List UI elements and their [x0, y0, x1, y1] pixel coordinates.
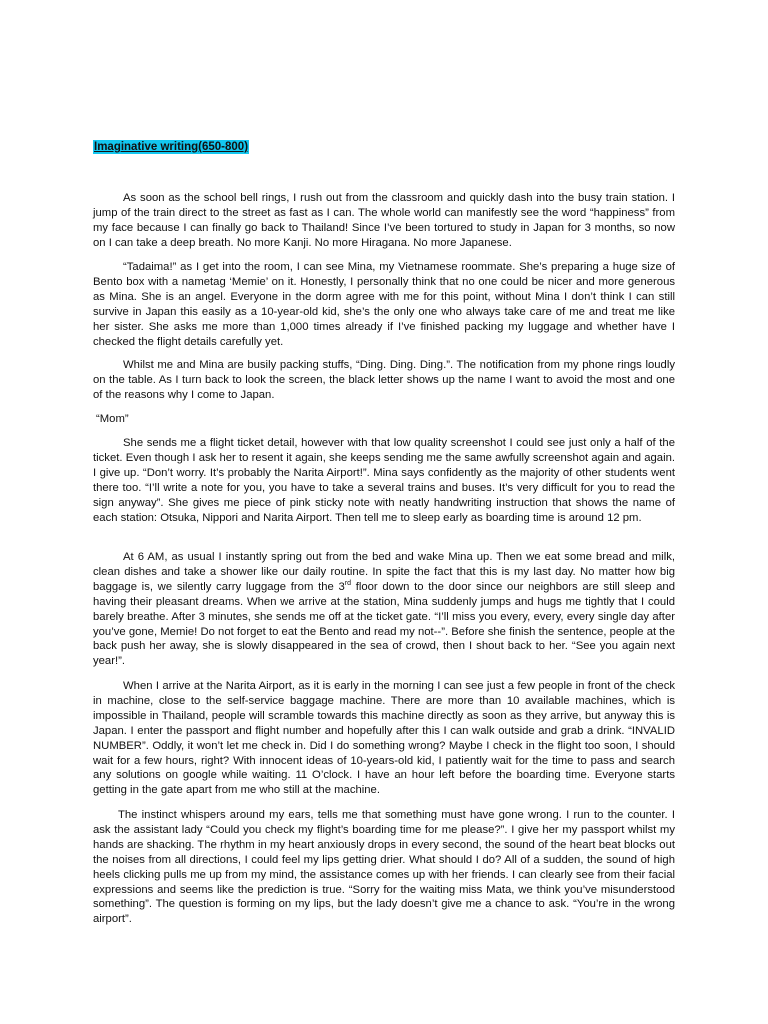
paragraph-6: At 6 AM, as usual I instantly spring out from the bed and wake Mina up. Then we eat some bread and milk, clean dishes and take a shower like our daily routine. In spite the fact that this is my last day. No matter how big baggage is, we silently carry luggage from the 3rd floor down to the door since our neighbors are still sleep and having their pleasant dreams. When we arrive at the station, Mina suddenly jumps and hugs me tightly that I could barely breathe. After 3 minutes, she sends me off at the ticket gate. “I’ll miss you every, every, every single day after you’ve gone, Memie! Do not forget to eat the Bento and read my not--”. Before she finish the sentence, people at the back push her away, she is slowly disappeared in the sea of crowd, then I shout back to her. “See you again next year!”. — [93, 551, 676, 668]
paragraph-3: Whilst me and Mina are busily packing stuffs, “Ding. Ding. Ding.”. The notification from my phone rings loudly on the table. As I turn back to look the screen, the black letter shows up the name I want to avoid the most and one of the reasons why I come to Japan. — [93, 359, 675, 401]
paragraph-8: The instinct whispers around my ears, tells me that something must have gone wrong. I run to the counter. I ask the assistant lady “Could you check my flight’s boarding time for me please?”. I give her my passport whilst my hands are shacking. The rhythm in my heart anxiously drops in every second, the sound of the heart beat blocks out the noises from all directions, I could feel my lips getting drier. What should I do? All of a sudden, the sound of high heels clicking pulls me up from my mind, the assistance comes up with her friends. I can clearly see from their facial expressions and seems like the prediction is true. “Sorry for the waiting miss Mata, we think you’ve misunderstood something”. The question is forming on my lips, but the lady doesn’t give me a chance to ask. “You’re in the wrong airport”. — [93, 809, 675, 926]
paragraph-1: As soon as the school bell rings, I rush out from the classroom and quickly dash into the busy train station. I jump of the train direct to the street as fast as I can. The whole world can manifestly see the word “happiness” from my face because I can finally go back to Thailand! Since I’ve been tortured to study in Japan for 3 months, so now on I can take a deep breath. No more Kanji. No more Hiragana. No more Japanese. — [93, 192, 675, 249]
paragraph-4: “Mom” — [96, 413, 129, 425]
document-title: Imaginative writing(650-800) — [94, 141, 249, 153]
paragraph-2: “Tadaima!” as I get into the room, I can see Mina, my Vietnamese roommate. She’s preparing a huge size of Bento box with a nametag ‘Memie’ on it. Honestly, I personally think that no one could be nicer and more generous as Mina. She is an angel. Everyone in the dorm agree with me for this point, without Mina I don’t think I can still survive in Japan this easily as a 10-year-old kid, she’s the only one who always take care of me and treat me like her sister. She asks me more than 1,000 times already if I’ve finished packing my luggage and whether have I checked the flight details carefully yet. — [93, 261, 675, 348]
paragraph-5: She sends me a flight ticket detail, however with that low quality screenshot I could see just only a half of the ticket. Even though I ask her to resent it again, she keeps sending me the same awfully screenshot again and again. I give up. “Don’t worry. It’s probably the Narita Airport!”. Mina says confidently as the majority of other students went there too. “I’ll write a note for you, you have to take a several trains and buses. It’s very difficult for you to read the sign anyway”. She gives me piece of pink sticky note with neatly handwriting instruction that shows the name of each station: Otsuka, Nippori and Narita Airport. Then tell me to sleep early as boarding time is around 12 pm. — [93, 437, 675, 524]
paragraph-7: When I arrive at the Narita Airport, as it is early in the morning I can see just a few people in front of the check in machine, close to the self-service baggage machine. There are more than 10 available machines, which is impossible in Thailand, people will scramble towards this machine directly as soon as they arrive, but anyway this is Japan. I enter the passport and flight number and hopefully after this I can walk outside and grab a drink. “INVALID NUMBER”. Oddly, it won’t let me check in. Did I do something wrong? Maybe I check in the flight too soon, I should wait for a few hours, right? With innocent ideas of 10-years-old kid, I patiently wait for the time to pass and search any solutions on google while waiting. 11 O’clock. I have an hour left before the boarding time. Everyone starts getting in the gate apart from me who still at the machine. — [93, 680, 675, 797]
